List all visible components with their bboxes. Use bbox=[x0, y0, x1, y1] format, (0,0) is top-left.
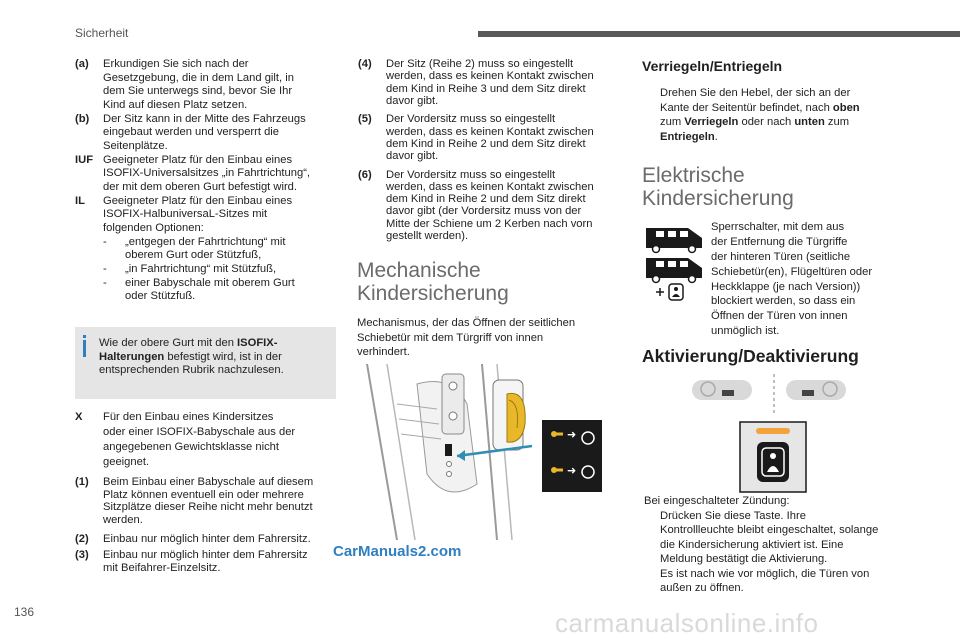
definition-line: Geeigneter Platz für den Einbau eines bbox=[103, 153, 293, 166]
door-child-lock-illustration bbox=[357, 364, 623, 540]
van-icons-illustration bbox=[644, 222, 706, 302]
definition-term: X bbox=[75, 411, 83, 423]
option-line: oberem Gurt oder Stützfuß, bbox=[125, 249, 262, 262]
option-line: einer Babyschale mit oberem Gurt bbox=[125, 276, 295, 289]
definition-line: Seitenplätze. bbox=[103, 139, 168, 152]
footnote-term: (1) bbox=[75, 476, 89, 488]
option-dash: - bbox=[103, 235, 107, 248]
definition-term: (b) bbox=[75, 112, 90, 125]
definition-line: Erkundigen Sie sich nach der bbox=[103, 58, 249, 70]
definition-line: ISOFIX-Universalsitzes „in Fahrtrichtung“, bbox=[103, 167, 311, 180]
footnote-term: (6) bbox=[358, 168, 372, 181]
definitions-list bbox=[75, 58, 340, 304]
definition-line: Für den Einbau eines Kindersitzes bbox=[103, 411, 274, 423]
definition-line: Der Sitz kann in der Mitte des Fahrzeugs bbox=[103, 112, 306, 125]
option-dash: - bbox=[103, 276, 107, 289]
il-option bbox=[103, 263, 340, 277]
option-line: „in Fahrtrichtung“ mit Stützfuß, bbox=[125, 262, 277, 275]
definition-line: dem Sie unterwegs sind, bevor Sie Ihr bbox=[103, 85, 293, 98]
footnote-2: (2) Einbau nur möglich hinter dem Fahrersitz. bbox=[75, 532, 311, 545]
definition-x bbox=[75, 410, 340, 470]
definition-line: geeignet. bbox=[103, 455, 150, 468]
definition-line: Gesetzgebung, die in dem Land gilt, in bbox=[103, 71, 294, 84]
definition-line: folgenden Optionen: bbox=[103, 221, 204, 234]
definition-il bbox=[75, 195, 340, 304]
footnote-term: (3) bbox=[75, 549, 89, 562]
activation-title: Aktivierung/Deaktivierung bbox=[642, 346, 859, 366]
child-lock-plus-icon bbox=[656, 284, 683, 300]
dashboard-left-icon bbox=[692, 380, 752, 400]
definition-line: angegebenen Gewichtsklasse nicht bbox=[103, 440, 280, 453]
header-bar bbox=[478, 31, 960, 37]
van-icon-top bbox=[646, 228, 702, 253]
definition-line: ISOFIX-HalbuniversaL-Sitzes mit bbox=[103, 208, 268, 221]
definition-b bbox=[75, 113, 340, 154]
footnotes-left bbox=[75, 476, 340, 575]
definition-term: (a) bbox=[75, 58, 89, 70]
watermark-carmanualsonline: carmanualsonline.info bbox=[555, 608, 819, 638]
definition-line: der mit dem oberen Gurt befestigt wird. bbox=[103, 180, 298, 193]
info-icon bbox=[83, 340, 86, 357]
footnote-5: (5) Der Vordersitz muss so eingestellt werden, dass es keinen Kontakt zwischen dem Kind in Reihe 2 und dem Sitz direkt davor gibt. bbox=[358, 113, 594, 163]
option-line: „entgegen der Fahrtrichtung“ mit bbox=[125, 235, 286, 248]
pointer-bullet-icon bbox=[644, 86, 660, 144]
definition-a bbox=[75, 58, 340, 113]
dashboard-right-icon bbox=[786, 380, 846, 400]
option-dash: - bbox=[103, 262, 107, 275]
definition-line: Geeigneter Platz für den Einbau eines bbox=[103, 194, 293, 207]
footnote-4: (4) Der Sitz (Reihe 2) muss so eingestellt werden, dass es keinen Kontakt zwischen dem Kind in Reihe 3 und dem Sitz direkt davor gibt. bbox=[358, 58, 594, 107]
il-option bbox=[103, 277, 340, 304]
il-options-list bbox=[103, 236, 340, 304]
van-icon-bottom bbox=[646, 258, 702, 283]
definition-iuf bbox=[75, 154, 340, 195]
info-icon-dot bbox=[83, 335, 86, 338]
definition-term: IUF bbox=[75, 153, 94, 166]
electric-description: Sperrschalter, mit dem aus der Entfernung die Türgriffe der hinteren Türen (seitliche Schiebetür(en), Flügeltüren oder Heckklappe (je nach Version)) blockiert werden, so dass ein Öffnen der Türen von innen unmöglich ist. bbox=[711, 221, 873, 338]
option-line: oder Stützfuß. bbox=[125, 290, 196, 303]
pointer-bullet-icon bbox=[644, 509, 660, 596]
svg-text:➜: ➜ bbox=[567, 464, 577, 477]
footnote-term: (5) bbox=[358, 113, 372, 126]
il-option bbox=[103, 236, 340, 263]
child-lock-button bbox=[740, 422, 806, 492]
footnotes-middle bbox=[358, 58, 623, 242]
footnote-term: (4) bbox=[358, 58, 372, 70]
definition-line: oder einer ISOFIX-Babyschale aus der bbox=[103, 425, 296, 438]
mechanical-description: Mechanismus, der das Öffnen der seitlichen Schiebetür mit dem Türgriff von innen verhindert. bbox=[357, 317, 576, 359]
footnote-3: (3) Einbau nur möglich hinter dem Fahrersitz mit Beifahrer-Einzelsitz. bbox=[75, 549, 308, 574]
lock-unlock-title: Verriegeln/Entriegeln bbox=[642, 58, 783, 74]
lock-unlock-instruction: Drehen Sie den Hebel, der sich an der Kante der Seitentür befindet, nach oben zum Verriegeln oder nach unten zum Entriegeln. bbox=[644, 86, 914, 144]
footnote-6: (6) Der Vordersitz muss so eingestellt werden, dass es keinen Kontakt zwischen dem Kind in Reihe 2 und dem Sitz direkt davor gibt (der Vordersitz muss von der Mitte der Schiene um 2 Kerben nach vorn gestellt werden). bbox=[358, 168, 594, 243]
definition-line: Kind auf diesen Platz setzen. bbox=[103, 98, 248, 111]
section-header-title: Sicherheit bbox=[75, 26, 129, 40]
watermark-carmanuals2: CarManuals2.com bbox=[333, 543, 462, 560]
svg-text:➜: ➜ bbox=[567, 428, 577, 441]
mechanical-section-title: Mechanische Kindersicherung bbox=[357, 259, 509, 306]
footnote-term: (2) bbox=[75, 532, 89, 545]
definition-line: eingebaut werden und versperrt die bbox=[103, 126, 280, 139]
definition-term: IL bbox=[75, 194, 85, 207]
page-number: 136 bbox=[14, 605, 35, 619]
activation-instructions: Bei eingeschalteter Zündung: Drücken Sie diese Taste. Ihre Kontrollleuchte bleibt eingeschaltet, solange die Kindersicherung aktiviert ist. Eine Meldung bestätigt die Aktivierung. Es ist nach wie vor möglich, die Türen von außen zu öffnen. bbox=[644, 495, 879, 595]
electric-section-title: Elektrische Kindersicherung bbox=[642, 164, 794, 211]
footnote-1: (1) Beim Einbau einer Babyschale auf diesem Platz können eventuell ein oder mehrere Sitzplätze dieser Reihe nicht mehr benutzt werden. bbox=[75, 476, 314, 526]
isofix-note-box: Wie der obere Gurt mit den ISOFIX- Halterungen befestigt wird, ist in der entsprechenden Rubrik nachzulesen. bbox=[75, 327, 336, 399]
child-lock-button-illustration bbox=[690, 372, 860, 494]
